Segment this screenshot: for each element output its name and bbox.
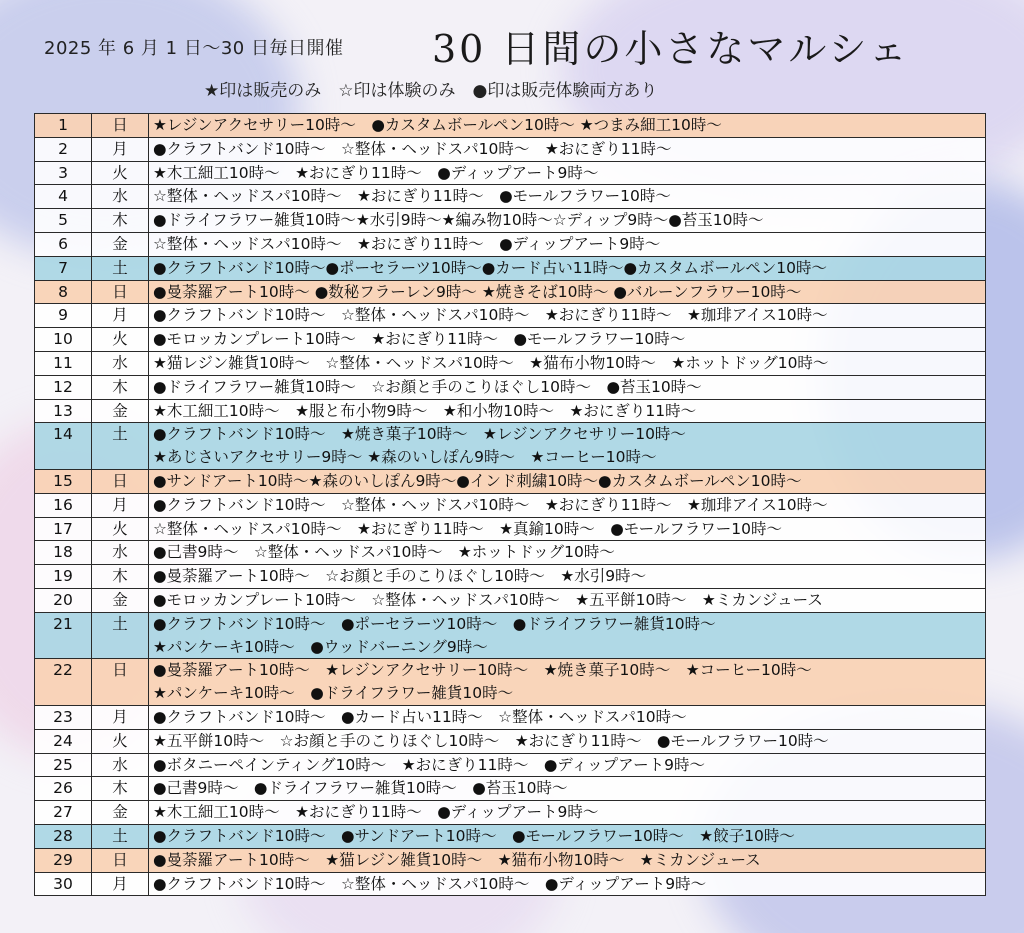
- events-cell: [149, 161, 986, 185]
- weekday-cell: 水: [92, 753, 149, 777]
- weekday-cell: 日: [92, 114, 149, 138]
- day-number-cell: 19: [35, 565, 92, 589]
- weekday-cell: 金: [92, 399, 149, 423]
- event-line: ●己書9時～ ☆整体・ヘッドスパ10時～ ★ホットドッグ10時～: [153, 543, 615, 562]
- day-number-cell: 2: [35, 137, 92, 161]
- events-cell: [149, 137, 986, 161]
- weekday-cell: 日: [92, 659, 149, 706]
- events-cell: [149, 185, 986, 209]
- events-cell: [149, 399, 986, 423]
- event-line: ●曼荼羅アート10時～ ●数秘フラーレン9時～ ★焼きそば10時～ ●バルーンフラワー10時～: [153, 282, 802, 301]
- events-cell: [149, 753, 986, 777]
- day-number-cell: 21: [35, 612, 92, 659]
- event-line: ●クラフトバンド10時～ ☆整体・ヘッドスパ10時～ ★おにぎり11時～ ★珈琲アイス10時～: [153, 495, 828, 514]
- events-cell: [149, 848, 986, 872]
- event-line: ●サンドアート10時～★森のいしぽん9時～●インド刺繍10時～●カスタムボールペン10時～: [153, 471, 802, 490]
- day-number-cell: 5: [35, 209, 92, 233]
- table-row: [35, 565, 986, 589]
- event-line: ●クラフトバンド10時～ ●サンドアート10時～ ●モールフラワー10時～ ★餃子10時～: [153, 826, 795, 845]
- weekday-cell: 月: [92, 493, 149, 517]
- table-row: [35, 705, 986, 729]
- table-row: [35, 848, 986, 872]
- events-cell: [149, 114, 986, 138]
- events-cell: [149, 801, 986, 825]
- weekday-cell: 土: [92, 824, 149, 848]
- table-row: [35, 777, 986, 801]
- day-number-cell: 4: [35, 185, 92, 209]
- table-row: [35, 824, 986, 848]
- event-line: ●クラフトバンド10時～ ●ポーセラーツ10時～ ●ドライフラワー雑貨10時～: [153, 614, 716, 633]
- table-row: [35, 185, 986, 209]
- weekday-cell: 土: [92, 423, 149, 470]
- table-row: [35, 114, 986, 138]
- schedule-body: [35, 114, 986, 896]
- day-number-cell: 11: [35, 351, 92, 375]
- table-row: [35, 753, 986, 777]
- event-line: ☆整体・ヘッドスパ10時～ ★おにぎり11時～ ●ディップアート9時～: [153, 234, 661, 253]
- table-row: [35, 137, 986, 161]
- day-number-cell: 10: [35, 328, 92, 352]
- weekday-cell: 土: [92, 612, 149, 659]
- day-number-cell: 28: [35, 824, 92, 848]
- event-line: ★猫レジン雑貨10時～ ☆整体・ヘッドスパ10時～ ★猫布小物10時～ ★ホットドッグ10時～: [153, 353, 829, 372]
- weekday-cell: 土: [92, 256, 149, 280]
- events-cell: [149, 493, 986, 517]
- event-line: ★レジンアクセサリー10時～ ●カスタムボールペン10時～ ★つまみ細工10時～: [153, 116, 722, 134]
- events-cell: [149, 612, 986, 659]
- events-cell: [149, 469, 986, 493]
- day-number-cell: 13: [35, 399, 92, 423]
- table-row: [35, 399, 986, 423]
- events-cell: [149, 824, 986, 848]
- weekday-cell: 火: [92, 517, 149, 541]
- day-number-cell: 24: [35, 729, 92, 753]
- event-line: ●クラフトバンド10時～●ポーセラーツ10時～●カード占い11時～●カスタムボールペン10時～: [153, 258, 827, 277]
- table-row: [35, 493, 986, 517]
- weekday-cell: 火: [92, 161, 149, 185]
- event-line: ●モロッカンプレート10時～ ☆整体・ヘッドスパ10時～ ★五平餅10時～ ★ミカンジュース: [153, 590, 823, 609]
- event-line: ★木工細工10時～ ★おにぎり11時～ ●ディップアート9時～: [153, 803, 599, 822]
- event-line: ●クラフトバンド10時～ ★焼き菓子10時～ ★レジンアクセサリー10時～: [153, 425, 686, 444]
- events-cell: [149, 280, 986, 304]
- table-row: [35, 375, 986, 399]
- weekday-cell: 日: [92, 469, 149, 493]
- day-number-cell: 27: [35, 801, 92, 825]
- day-number-cell: 9: [35, 304, 92, 328]
- events-cell: [149, 729, 986, 753]
- weekday-cell: 月: [92, 137, 149, 161]
- event-line: ★木工細工10時～ ★服と布小物9時～ ★和小物10時～ ★おにぎり11時～: [153, 401, 697, 420]
- day-number-cell: 29: [35, 848, 92, 872]
- event-line: ★木工細工10時～ ★おにぎり11時～ ●ディップアート9時～: [153, 163, 599, 182]
- table-row: [35, 517, 986, 541]
- day-number-cell: 1: [35, 114, 92, 138]
- events-cell: [149, 565, 986, 589]
- table-row: [35, 612, 986, 659]
- day-number-cell: 14: [35, 423, 92, 470]
- events-cell: [149, 351, 986, 375]
- events-cell: [149, 659, 986, 706]
- events-cell: [149, 588, 986, 612]
- weekday-cell: 月: [92, 705, 149, 729]
- events-cell: [149, 777, 986, 801]
- day-number-cell: 23: [35, 705, 92, 729]
- day-number-cell: 12: [35, 375, 92, 399]
- weekday-cell: 金: [92, 232, 149, 256]
- event-line: ●ドライフラワー雑貨10時～ ☆お顔と手のこりほぐし10時～ ●苔玉10時～: [153, 377, 702, 396]
- events-cell: [149, 423, 986, 470]
- event-period: 2025 年 6 月 1 日～30 日毎日開催: [44, 38, 344, 59]
- events-cell: [149, 705, 986, 729]
- weekday-cell: 水: [92, 541, 149, 565]
- weekday-cell: 木: [92, 209, 149, 233]
- day-number-cell: 20: [35, 588, 92, 612]
- weekday-cell: 日: [92, 280, 149, 304]
- table-row: [35, 423, 986, 470]
- day-number-cell: 16: [35, 493, 92, 517]
- page-header: [0, 0, 1024, 112]
- table-row: [35, 872, 986, 896]
- event-line: ●曼荼羅アート10時～ ☆お顔と手のこりほぐし10時～ ★水引9時～: [153, 567, 647, 586]
- event-line: ☆整体・ヘッドスパ10時～ ★おにぎり11時～ ●モールフラワー10時～: [153, 187, 671, 206]
- table-row: [35, 161, 986, 185]
- table-row: [35, 588, 986, 612]
- day-number-cell: 18: [35, 541, 92, 565]
- day-number-cell: 7: [35, 256, 92, 280]
- events-cell: [149, 328, 986, 352]
- event-line: ★パンケーキ10時～ ●ウッドバーニング9時～: [153, 637, 488, 656]
- event-line: ●曼荼羅アート10時～ ★レジンアクセサリー10時～ ★焼き菓子10時～ ★コーヒー10時～: [153, 661, 812, 680]
- day-number-cell: 15: [35, 469, 92, 493]
- schedule-table-wrapper: [34, 113, 986, 896]
- event-line: ●クラフトバンド10時～ ☆整体・ヘッドスパ10時～ ●ディップアート9時～: [153, 874, 707, 893]
- weekday-cell: 月: [92, 304, 149, 328]
- table-row: [35, 209, 986, 233]
- table-row: [35, 232, 986, 256]
- events-cell: [149, 304, 986, 328]
- weekday-cell: 金: [92, 801, 149, 825]
- event-line: ●クラフトバンド10時～ ●カード占い11時～ ☆整体・ヘッドスパ10時～: [153, 707, 687, 726]
- table-row: [35, 304, 986, 328]
- table-row: [35, 469, 986, 493]
- day-number-cell: 6: [35, 232, 92, 256]
- page-title: 30 日間の小さなマルシェ: [432, 27, 910, 71]
- day-number-cell: 30: [35, 872, 92, 896]
- event-line: ★五平餅10時～ ☆お顔と手のこりほぐし10時～ ★おにぎり11時～ ●モールフラワー10時～: [153, 731, 829, 750]
- symbol-legend: ★印は販売のみ ☆印は体験のみ ●印は販売体験両方あり: [204, 81, 658, 101]
- events-cell: [149, 256, 986, 280]
- event-line: ●曼荼羅アート10時～ ★猫レジン雑貨10時～ ★猫布小物10時～ ★ミカンジュース: [153, 850, 761, 869]
- table-row: [35, 729, 986, 753]
- events-cell: [149, 872, 986, 896]
- event-line: ●己書9時～ ●ドライフラワー雑貨10時～ ●苔玉10時～: [153, 779, 568, 798]
- weekday-cell: 金: [92, 588, 149, 612]
- events-cell: [149, 375, 986, 399]
- events-cell: [149, 209, 986, 233]
- day-number-cell: 8: [35, 280, 92, 304]
- event-line: ●ドライフラワー雑貨10時～★水引9時～★編み物10時～☆ディップ9時～●苔玉10時～: [153, 211, 764, 230]
- day-number-cell: 3: [35, 161, 92, 185]
- weekday-cell: 木: [92, 375, 149, 399]
- event-line: ●ボタニーペインティング10時～ ★おにぎり11時～ ●ディップアート9時～: [153, 755, 705, 774]
- day-number-cell: 22: [35, 659, 92, 706]
- event-line: ★あじさいアクセサリー9時～ ★森のいしぽん9時～ ★コーヒー10時～: [153, 448, 657, 467]
- table-row: [35, 280, 986, 304]
- event-line: ☆整体・ヘッドスパ10時～ ★おにぎり11時～ ★真鍮10時～ ●モールフラワー10時～: [153, 519, 783, 538]
- day-number-cell: 25: [35, 753, 92, 777]
- table-row: [35, 659, 986, 706]
- table-row: [35, 328, 986, 352]
- weekday-cell: 水: [92, 351, 149, 375]
- events-cell: [149, 517, 986, 541]
- event-line: ★パンケーキ10時～ ●ドライフラワー雑貨10時～: [153, 684, 514, 703]
- weekday-cell: 木: [92, 777, 149, 801]
- weekday-cell: 火: [92, 729, 149, 753]
- table-row: [35, 351, 986, 375]
- day-number-cell: 26: [35, 777, 92, 801]
- table-row: [35, 801, 986, 825]
- event-line: ●モロッカンプレート10時～ ★おにぎり11時～ ●モールフラワー10時～: [153, 330, 686, 349]
- weekday-cell: 火: [92, 328, 149, 352]
- table-row: [35, 256, 986, 280]
- events-cell: [149, 232, 986, 256]
- weekday-cell: 月: [92, 872, 149, 896]
- schedule-table: [34, 113, 986, 896]
- weekday-cell: 日: [92, 848, 149, 872]
- event-line: ●クラフトバンド10時～ ☆整体・ヘッドスパ10時～ ★おにぎり11時～ ★珈琲アイス10時～: [153, 306, 828, 325]
- weekday-cell: 木: [92, 565, 149, 589]
- table-row: [35, 541, 986, 565]
- weekday-cell: 水: [92, 185, 149, 209]
- event-line: ●クラフトバンド10時～ ☆整体・ヘッドスパ10時～ ★おにぎり11時～: [153, 139, 672, 158]
- events-cell: [149, 541, 986, 565]
- day-number-cell: 17: [35, 517, 92, 541]
